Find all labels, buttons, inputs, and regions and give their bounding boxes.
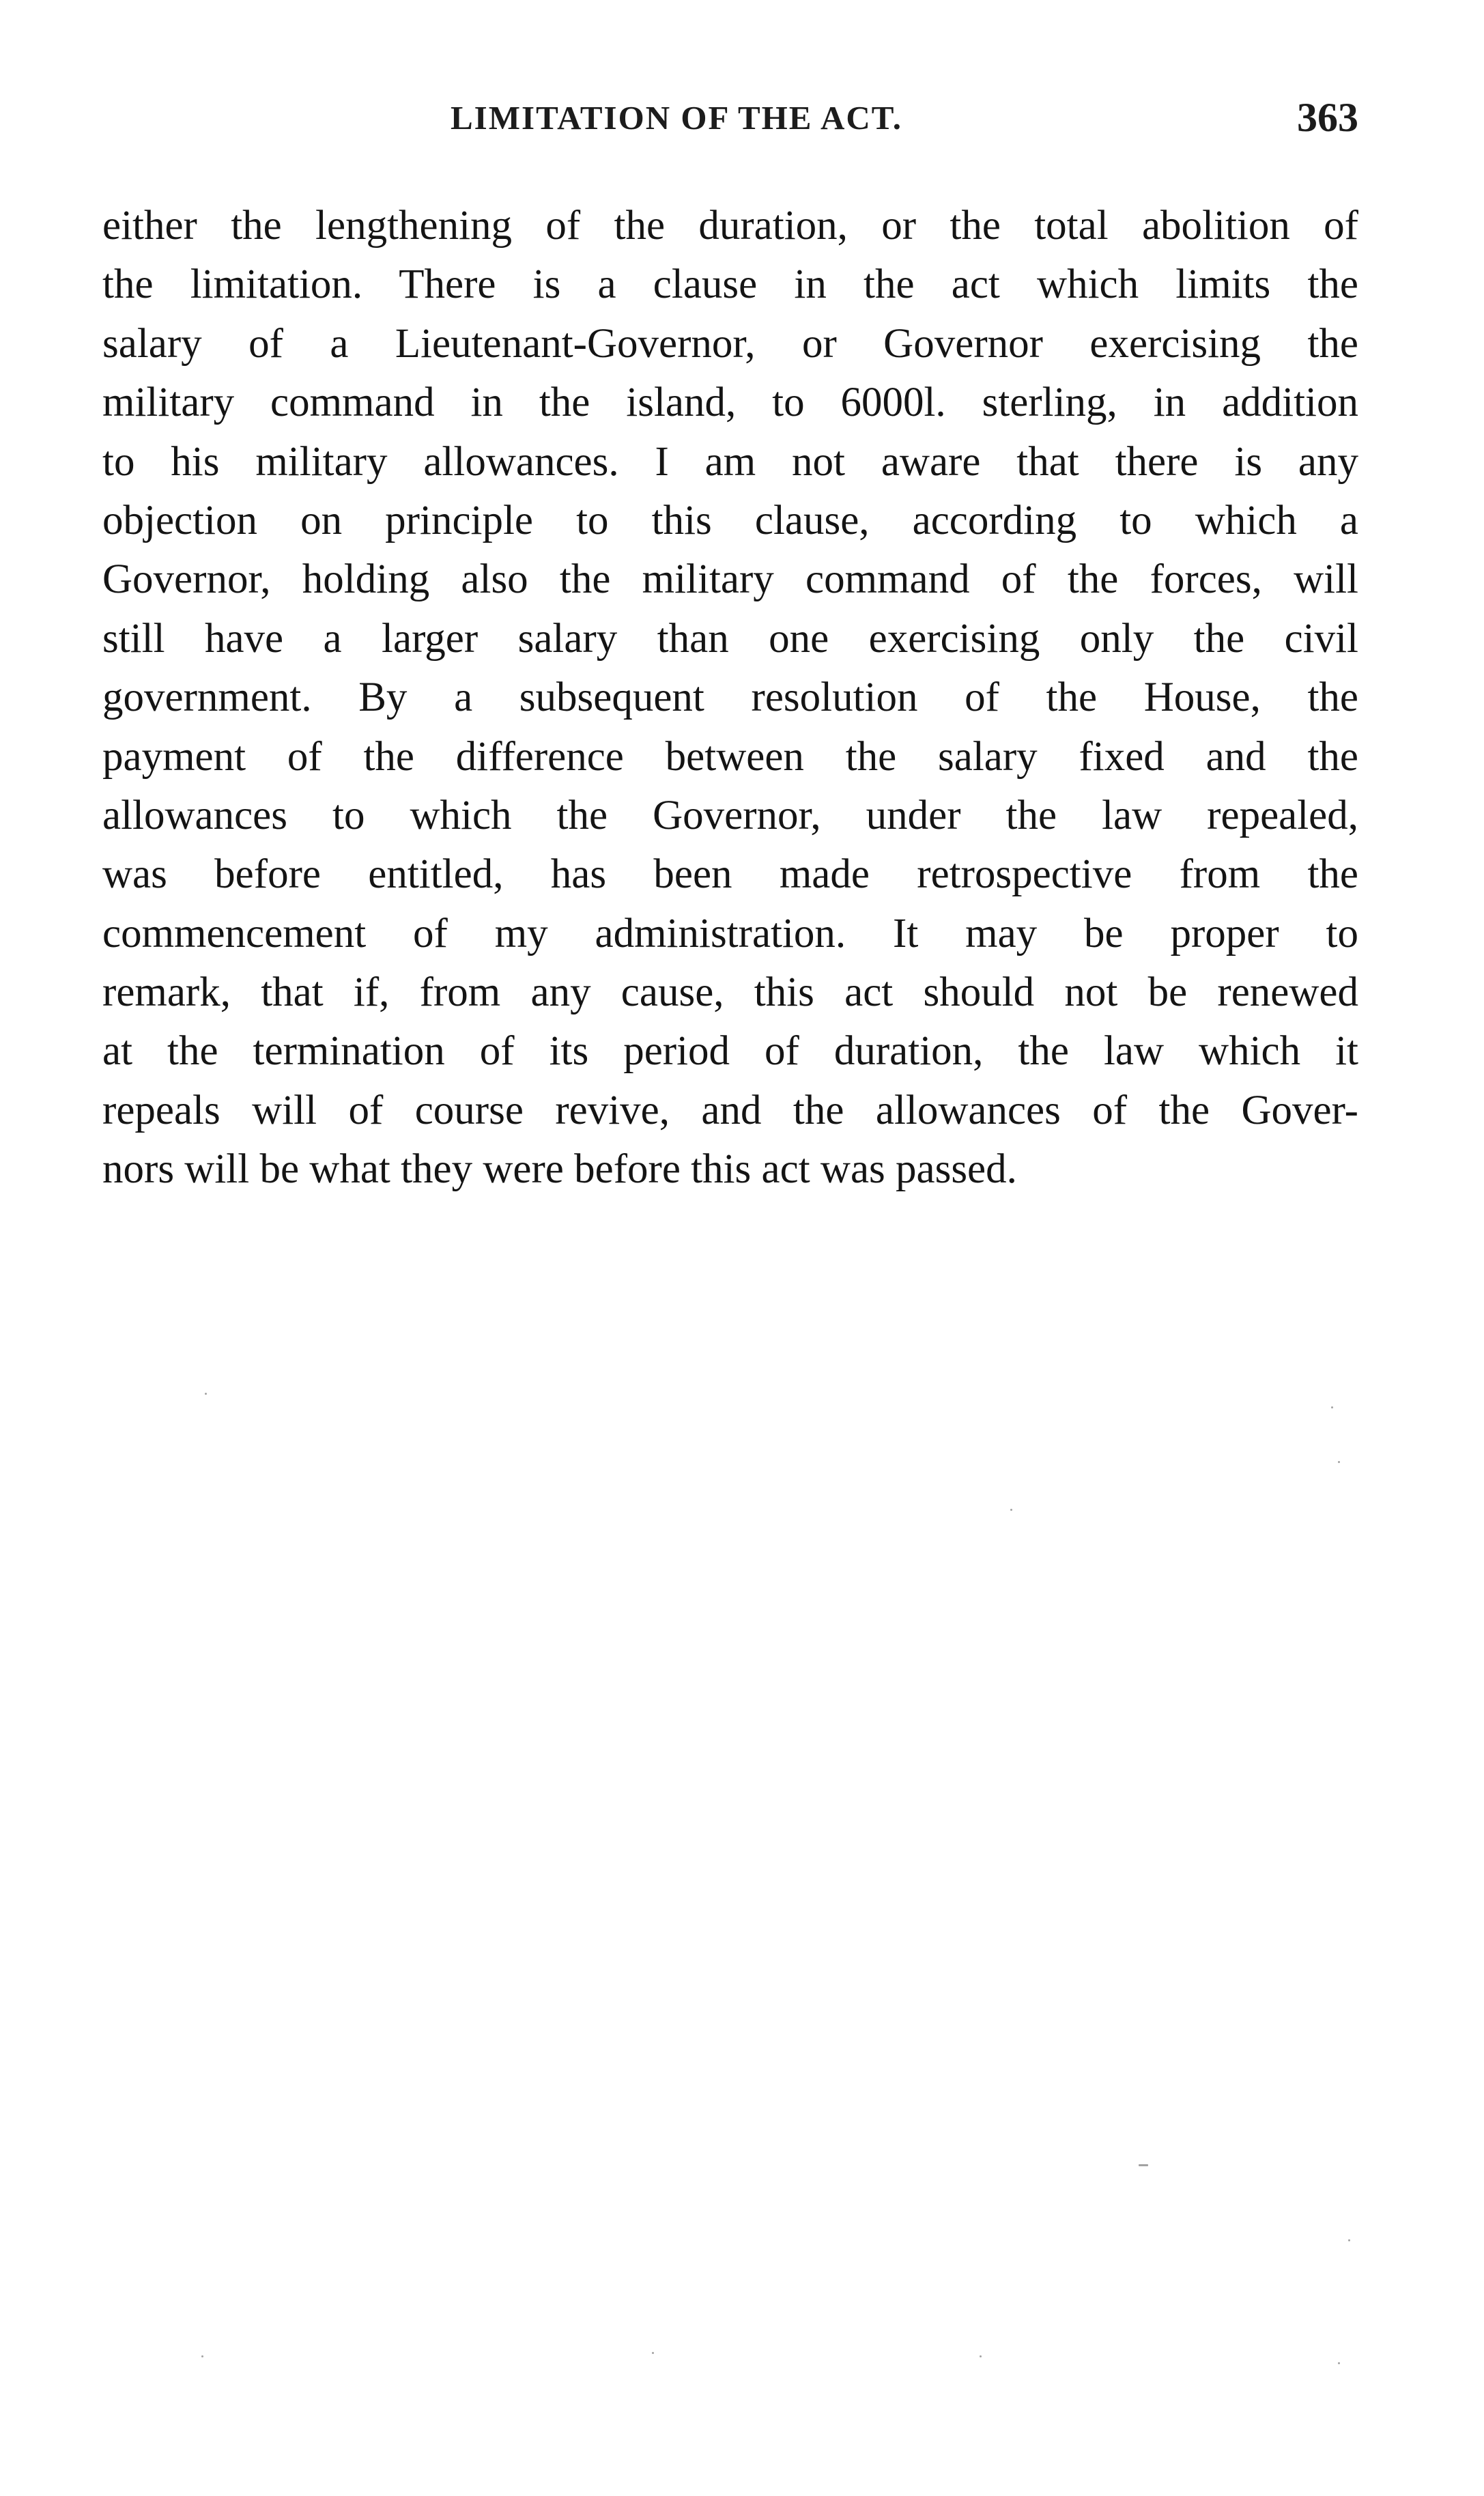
- text-line: at the termination of its period of duration, the law which it: [102, 1028, 1358, 1075]
- text-line: to his military allowances. I am not aware that there is any: [102, 438, 1358, 485]
- text-line: salary of a Lieutenant-Governor, or Governor exercising the: [102, 320, 1358, 367]
- text-line: payment of the difference between the salary fixed and the: [102, 733, 1358, 780]
- text-line: either the lengthening of the duration, or the total abolition of: [102, 203, 1358, 249]
- print-speck: [1331, 1406, 1333, 1408]
- text-line: commencement of my administration. It may be proper to: [102, 910, 1358, 956]
- print-speck: [1338, 2362, 1340, 2364]
- print-speck: [1338, 1461, 1340, 1463]
- body-paragraph: [102, 197, 1358, 1200]
- print-speck: [980, 2355, 982, 2357]
- page-number: 363: [1297, 95, 1358, 140]
- text-line: still have a larger salary than one exercising only the civil: [102, 615, 1358, 662]
- text-line: military command in the island, to 6000l. sterling, in addition: [102, 380, 1358, 426]
- print-speck: [652, 2352, 654, 2354]
- text-line: Governor, holding also the military command of the forces, will: [102, 556, 1358, 603]
- print-speck: [1010, 1509, 1012, 1511]
- text-line: allowances to which the Governor, under the law repealed,: [102, 792, 1358, 838]
- print-speck: [1139, 2164, 1148, 2166]
- text-line: the limitation. There is a clause in the act which limits the: [102, 261, 1358, 308]
- text-line: repeals will of course revive, and the allowances of the Gover-: [102, 1087, 1358, 1133]
- text-line: objection on principle to this clause, according to which a: [102, 497, 1358, 543]
- text-line: government. By a subsequent resolution of the House, the: [102, 675, 1358, 721]
- print-speck: [205, 1393, 207, 1395]
- running-title: LIMITATION OF THE ACT.: [451, 99, 903, 137]
- text-line: remark, that if, from any cause, this act should not be renewed: [102, 969, 1358, 1016]
- text-line: was before entitled, has been made retrospective from the: [102, 851, 1358, 898]
- running-head: [102, 94, 1358, 149]
- print-speck: [1348, 2239, 1350, 2241]
- text-line: nors will be what they were before this act was passed.: [102, 1146, 1017, 1193]
- print-speck: [201, 2355, 203, 2357]
